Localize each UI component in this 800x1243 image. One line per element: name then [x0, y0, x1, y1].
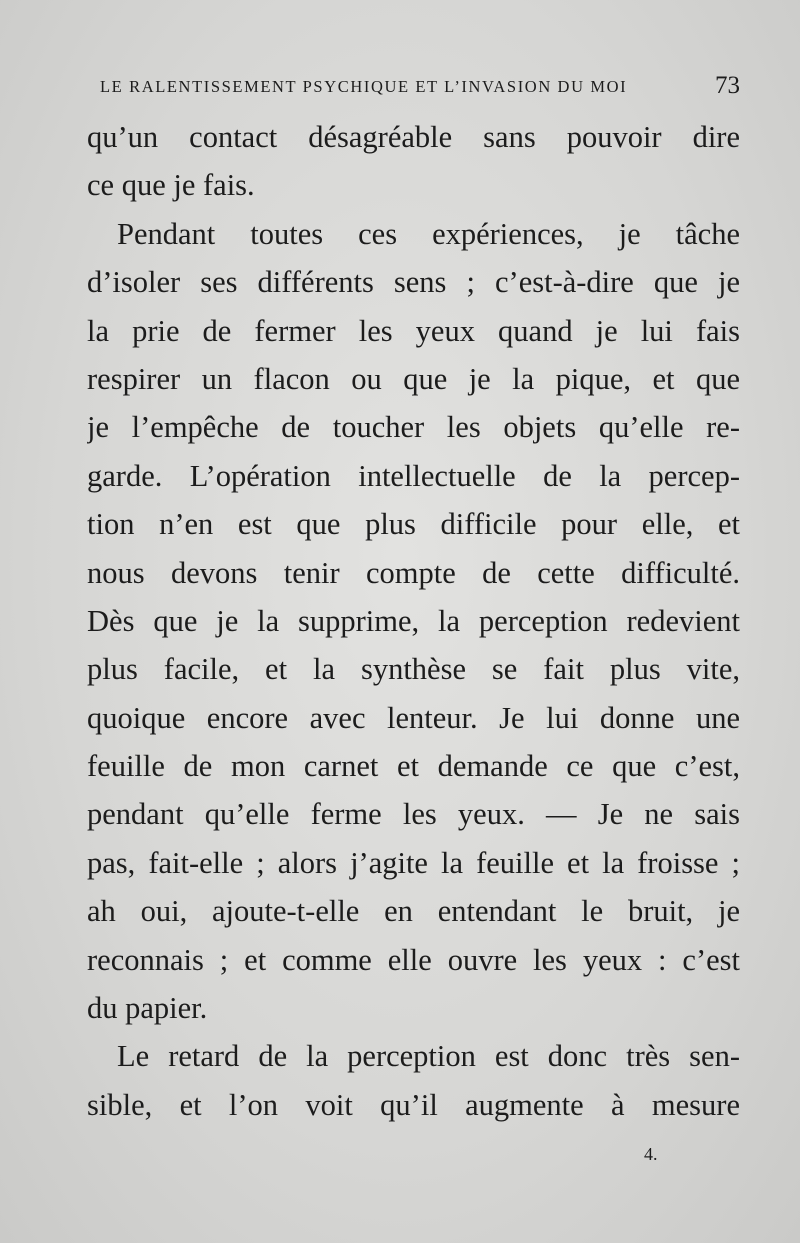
text-line: ce que je fais.	[87, 168, 255, 203]
text-line: respirer un flacon ou que je la pique, et que	[87, 361, 740, 396]
text-line: je l’empêche de toucher les objets qu’elle re-	[87, 410, 740, 445]
text-line: garde. L’opération intellectuelle de la percep-	[87, 458, 740, 493]
signature-mark: 4.	[644, 1144, 658, 1164]
text-line: nous devons tenir compte de cette difficulté.	[87, 555, 740, 590]
text-line: la prie de fermer les yeux quand je lui fais	[87, 313, 740, 348]
text-line: d’isoler ses différents sens ; c’est-à-dire que je	[87, 265, 740, 300]
text-line: feuille de mon carnet et demande ce que c’est,	[87, 749, 740, 784]
body-text	[87, 113, 740, 1129]
text-line: du papier.	[87, 991, 208, 1026]
text-line: pas, fait-elle ; alors j’agite la feuille et la froisse ;	[87, 845, 740, 880]
text-line: Dès que je la supprime, la perception redevient	[87, 603, 740, 638]
text-line: Le retard de la perception est donc très sen-	[117, 1039, 740, 1074]
page-number: 73	[715, 72, 740, 99]
text-line: qu’un contact désagréable sans pouvoir dire	[87, 120, 740, 154]
running-head	[100, 72, 740, 102]
text-line: sible, et l’on voit qu’il augmente à mesure	[87, 1087, 740, 1122]
text-line: plus facile, et la synthèse se fait plus vite,	[87, 652, 740, 687]
text-line: pendant qu’elle ferme les yeux. — Je ne sais	[87, 797, 740, 832]
text-line: reconnais ; et comme elle ouvre les yeux : c’est	[87, 942, 740, 977]
text-line: quoique encore avec lenteur. Je lui donne une	[87, 700, 740, 735]
running-title: LE RALENTISSEMENT PSYCHIQUE ET L’INVASION DU MOI	[100, 77, 628, 96]
text-line: Pendant toutes ces expériences, je tâche	[117, 216, 740, 251]
text-line: ah oui, ajoute-t-elle en entendant le bruit, je	[87, 894, 740, 929]
text-line: tion n’en est que plus difficile pour elle, et	[87, 507, 740, 542]
